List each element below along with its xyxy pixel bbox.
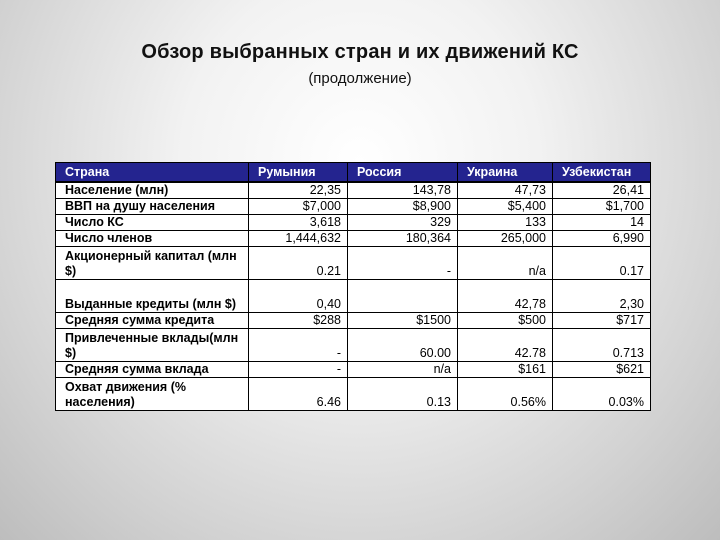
cell-value: 14 — [553, 215, 651, 231]
cell-value: 2,30 — [553, 280, 651, 313]
row-label: Выданные кредиты (млн $) — [56, 280, 249, 313]
header-country: Страна — [56, 163, 249, 183]
cell-value: $500 — [458, 313, 553, 329]
cell-value: n/a — [348, 362, 458, 378]
header-romania: Румыния — [249, 163, 348, 183]
cell-value: $1,700 — [553, 199, 651, 215]
row-label: Привлеченные вклады(млн $) — [56, 329, 249, 362]
cell-value: $621 — [553, 362, 651, 378]
cell-value: 6.46 — [249, 378, 348, 411]
cell-value: $717 — [553, 313, 651, 329]
table-row-gdp — [56, 199, 651, 215]
cell-value: 42,78 — [458, 280, 553, 313]
cell-value: 22,35 — [249, 182, 348, 199]
countries-table — [55, 162, 651, 411]
cell-value: 0.17 — [553, 247, 651, 280]
cell-value: 42.78 — [458, 329, 553, 362]
row-label: Акционерный капитал (млн $) — [56, 247, 249, 280]
cell-value: $8,900 — [348, 199, 458, 215]
cell-value: 1,444,632 — [249, 231, 348, 247]
table-header-row — [56, 163, 651, 183]
table-row-members — [56, 231, 651, 247]
cell-value: 133 — [458, 215, 553, 231]
header-ukraine: Украина — [458, 163, 553, 183]
table-row-coverage — [56, 378, 651, 411]
cell-value: - — [348, 247, 458, 280]
cell-value: 26,41 — [553, 182, 651, 199]
slide-title: Обзор выбранных стран и их движений КС — [141, 41, 579, 63]
cell-value: 265,000 — [458, 231, 553, 247]
cell-value: $5,400 — [458, 199, 553, 215]
row-label: Число КС — [56, 215, 249, 231]
table-row-deposits — [56, 329, 651, 362]
cell-value: 329 — [348, 215, 458, 231]
header-uzbekistan: Узбекистан — [553, 163, 651, 183]
cell-value: 6,990 — [553, 231, 651, 247]
cell-value: 143,78 — [348, 182, 458, 199]
cell-value: 180,364 — [348, 231, 458, 247]
cell-value: $288 — [249, 313, 348, 329]
header-russia: Россия — [348, 163, 458, 183]
row-label: Охват движения (% населения) — [56, 378, 249, 411]
table-row-loans — [56, 280, 651, 313]
cell-value: $1500 — [348, 313, 458, 329]
cell-value: $7,000 — [249, 199, 348, 215]
table-row-population — [56, 182, 651, 199]
cell-value: 0.13 — [348, 378, 458, 411]
cell-value: 0.56% — [458, 378, 553, 411]
row-label: Средняя сумма кредита — [56, 313, 249, 329]
cell-value: 47,73 — [458, 182, 553, 199]
row-label: ВВП на душу населения — [56, 199, 249, 215]
cell-value: 3,618 — [249, 215, 348, 231]
cell-value: 0.03% — [553, 378, 651, 411]
row-label: Число членов — [56, 231, 249, 247]
cell-value: n/a — [458, 247, 553, 280]
table-row-share-capital — [56, 247, 651, 280]
cell-value: - — [249, 329, 348, 362]
cell-value: 0.713 — [553, 329, 651, 362]
cell-value: 60.00 — [348, 329, 458, 362]
table-row-cu-count — [56, 215, 651, 231]
cell-value — [348, 280, 458, 313]
cell-value: $161 — [458, 362, 553, 378]
row-label: Средняя сумма вклада — [56, 362, 249, 378]
slide-subtitle: (продолжение) — [308, 70, 412, 87]
table-row-avg-deposit — [56, 362, 651, 378]
table-row-avg-loan — [56, 313, 651, 329]
row-label: Население (млн) — [56, 182, 249, 199]
cell-value: 0.21 — [249, 247, 348, 280]
cell-value: - — [249, 362, 348, 378]
cell-value: 0,40 — [249, 280, 348, 313]
